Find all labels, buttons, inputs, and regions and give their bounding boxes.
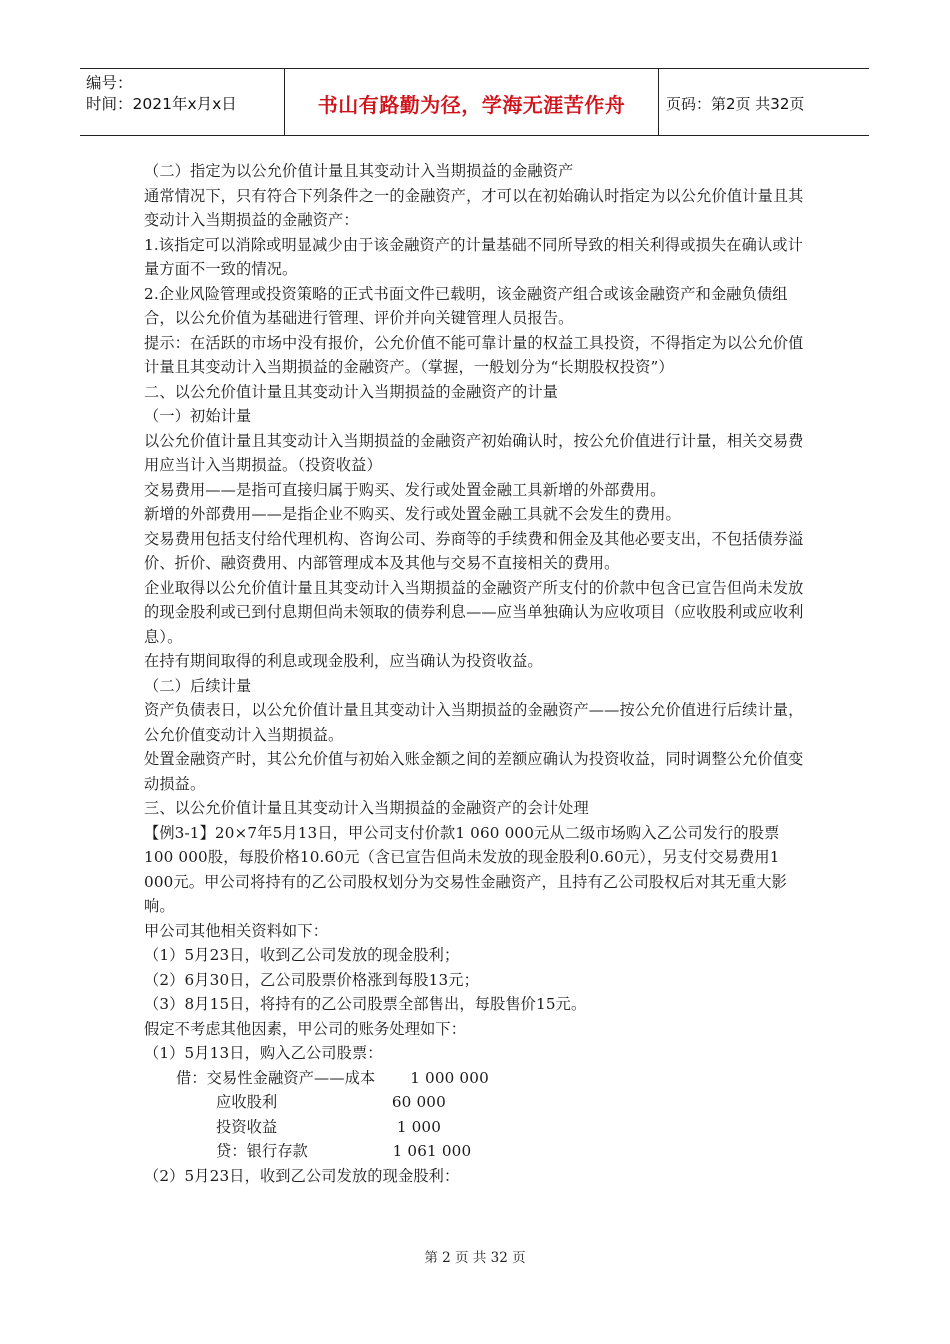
paragraph: 处置金融资产时，其公允价值与初始入账金额之间的差额应确认为投资收益，同时调整公允价值变动损益。 (144, 750, 804, 793)
paragraph: 资产负债表日，以公允价值计量且其变动计入当期损益的金融资产——按公允价值进行后续计量，公允价值变动计入当期损益。 (144, 701, 804, 744)
definition-paragraph: 新增的外部费用——是指企业不购买、发行或处置金融工具就不会发生的费用。 (144, 505, 681, 523)
example-paragraph: 【例3-1】20×7年5月13日，甲公司支付价款1 060 000元从二级市场购入乙公司发行的股票100 000股，每股价格10.60元（含已宣告但尚未发放的现金股利0.60元），另支付交易费用1 000元。甲公司将持有的乙公司股权划分为交易性金融资产，且持有乙公司股权后对其无重大影响。 (144, 823, 787, 915)
document-number-label: 编号： (86, 74, 133, 92)
header-divider-right (658, 69, 659, 135)
list-item: （3）8月15日，将持有的乙公司股票全部售出，每股售价15元。 (144, 995, 587, 1013)
paragraph: 1.该指定可以消除或明显减少由于该金融资产的计量基础不同所导致的相关利得或损失在确认或计量方面不一致的情况。 (144, 235, 803, 278)
journal-entry-debit: 借：交易性金融资产——成本 1 000 000 (176, 1068, 489, 1087)
document-body (144, 159, 806, 1188)
list-item: （1）5月13日，购入乙公司股票： (144, 1044, 383, 1062)
definition-paragraph: 交易费用——是指可直接归属于购买、发行或处置金融工具新增的外部费用。 (144, 480, 666, 499)
journal-entry-line: 投资收益 1 000 (216, 1117, 442, 1136)
subsection-heading: （一）初始计量 (144, 407, 252, 425)
section-heading: （二）指定为以公允价值计量且其变动计入当期损益的金融资产 (144, 162, 574, 180)
page-footer: 第 2 页 共 32 页 (424, 1250, 526, 1266)
paragraph: 假定不考虑其他因素，甲公司的账务处理如下： (144, 1019, 467, 1038)
paragraph: 交易费用包括支付给代理机构、咨询公司、券商等的手续费和佣金及其他必要支出，不包括债券溢价、折价、融资费用、内部管理成本及其他与交易不直接相关的费用。 (144, 529, 804, 572)
paragraph: 2.企业风险管理或投资策略的正式书面文件已载明，该金融资产组合或该金融资产和金融负债组合，以公允价值为基础进行管理、评价并向关键管理人员报告。 (144, 284, 788, 327)
journal-entry-line: 应收股利 60 000 (216, 1093, 446, 1111)
page-header (80, 68, 869, 136)
tip-paragraph: 提示：在活跃的市场中没有报价，公允价值不能可靠计量的权益工具投资，不得指定为以公允价值计量且其变动计入当期损益的金融资产。（掌握，一般划分为“长期股权投资”） (144, 333, 804, 376)
paragraph: 在持有期间取得的利息或现金股利，应当确认为投资收益。 (144, 652, 543, 670)
list-item: （2）5月23日，收到乙公司发放的现金股利： (144, 1166, 460, 1185)
journal-entry-credit: 贷：银行存款 1 061 000 (216, 1142, 472, 1160)
header-page-info: 页码：第2页 共32页 (666, 95, 805, 113)
paragraph: 甲公司其他相关资料如下： (144, 921, 329, 940)
document-time-label: 时间：2021年x月x日 (86, 95, 237, 113)
list-item: （2）6月30日，乙公司股票价格涨到每股13元； (144, 970, 479, 989)
header-meta (86, 73, 282, 115)
section-heading: 二、以公允价值计量且其变动计入当期损益的金融资产的计量 (144, 382, 559, 401)
header-motto: 书山有路勤为径，学海无涯苦作舟 (317, 93, 626, 117)
section-heading: 三、以公允价值计量且其变动计入当期损益的金融资产的会计处理 (144, 799, 589, 817)
list-item: （1）5月23日，收到乙公司发放的现金股利； (144, 946, 460, 964)
paragraph: 以公允价值计量且其变动计入当期损益的金融资产初始确认时，按公允价值进行计量，相关交易费用应当计入当期损益。（投资收益） (144, 431, 804, 474)
subsection-heading: （二）后续计量 (144, 676, 252, 695)
paragraph: 企业取得以公允价值计量且其变动计入当期损益的金融资产所支付的价款中包含已宣告但尚未发放的现金股利或已到付息期但尚未领取的债券利息——应当单独确认为应收项目（应收股利或应收利息）。 (144, 578, 804, 646)
paragraph: 通常情况下，只有符合下列条件之一的金融资产，才可以在初始确认时指定为以公允价值计量且其变动计入当期损益的金融资产： (144, 186, 804, 229)
